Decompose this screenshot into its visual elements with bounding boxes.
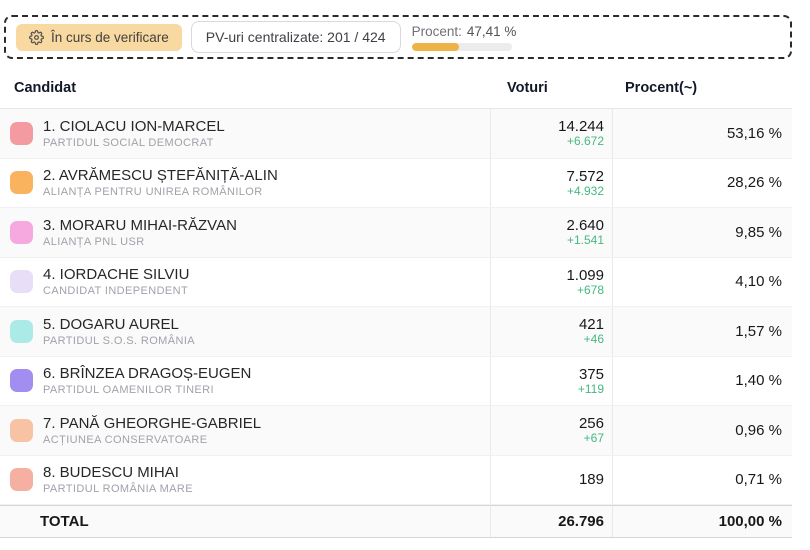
candidate-color-swatch [10, 320, 33, 343]
column-header-procent: Procent(~) [625, 80, 698, 96]
votes-value: 2.640 [566, 217, 604, 235]
votes-value: 189 [578, 471, 604, 489]
results-page [0, 15, 810, 550]
candidate-party: PARTIDUL S.O.S. ROMÂNIA [43, 334, 196, 347]
votes-value: 375 [578, 365, 604, 383]
gear-icon [29, 30, 44, 45]
candidate-color-swatch [10, 221, 33, 244]
candidate-party: ALIANȚA PENTRU UNIREA ROMÂNILOR [43, 186, 263, 199]
column-header-voturi: Voturi [507, 80, 548, 96]
candidate-party: PARTIDUL ROMÂNIA MARE [43, 483, 193, 496]
progress-value: 47,41 % [466, 23, 517, 39]
progress-section [412, 24, 517, 51]
progress-label-row [412, 24, 517, 39]
candidate-party: PARTIDUL OAMENILOR TINERI [43, 384, 214, 397]
candidate-name: 3. MORARU MIHAI-RĂZVAN [43, 216, 237, 234]
table-row [0, 357, 792, 407]
status-badge [16, 24, 182, 51]
table-row [0, 208, 792, 258]
pv-centralized-box [191, 21, 401, 53]
column-header-candidat: Candidat [14, 80, 77, 96]
table-row [0, 456, 792, 506]
percent-value: 0,71 % [735, 471, 782, 489]
candidate-name: 6. BRÎNZEA DRAGOȘ-EUGEN [43, 365, 252, 383]
candidate-party: ACȚIUNEA CONSERVATOARE [43, 433, 208, 446]
results-table [0, 68, 792, 538]
table-header-row [0, 68, 792, 109]
candidate-party: CANDIDAT INDEPENDENT [43, 285, 189, 298]
candidate-party: PARTIDUL SOCIAL DEMOCRAT [43, 136, 214, 149]
percent-value: 0,96 % [735, 421, 782, 439]
total-votes-value: 26.796 [558, 513, 604, 530]
candidate-name: 4. IORDACHE SILVIU [43, 266, 190, 284]
votes-value: 256 [578, 415, 604, 433]
percent-value: 28,26 % [726, 174, 782, 192]
candidate-color-swatch [10, 171, 33, 194]
candidate-color-swatch [10, 369, 33, 392]
table-body [0, 109, 792, 505]
candidate-color-swatch [10, 419, 33, 442]
progress-label: Procent: [411, 23, 462, 39]
pv-centralized-label: PV-uri centralizate: 201 / 424 [205, 29, 386, 45]
table-row [0, 109, 792, 159]
candidate-color-swatch [10, 270, 33, 293]
total-row [0, 505, 792, 538]
votes-value: 14.244 [558, 118, 604, 136]
votes-value: 7.572 [566, 167, 604, 185]
candidate-name: 8. BUDESCU MIHAI [43, 464, 179, 482]
table-row [0, 307, 792, 357]
progress-bar-fill [412, 43, 459, 51]
percent-value: 1,57 % [735, 322, 782, 340]
candidate-name: 1. CIOLACU ION-MARCEL [43, 117, 225, 135]
total-label: TOTAL [40, 513, 89, 530]
votes-delta: +67 [583, 431, 604, 446]
candidate-color-swatch [10, 122, 33, 145]
votes-delta: +46 [583, 332, 604, 347]
votes-value: 1.099 [566, 266, 604, 284]
candidate-color-swatch [10, 468, 33, 491]
table-row [0, 258, 792, 308]
votes-delta: +678 [576, 282, 604, 297]
table-row [0, 159, 792, 209]
votes-delta: +119 [577, 381, 604, 396]
candidate-party: ALIANȚA PNL USR [43, 235, 145, 248]
percent-value: 1,40 % [735, 372, 782, 390]
table-row [0, 406, 792, 456]
votes-delta: +1.541 [566, 233, 604, 248]
percent-value: 53,16 % [726, 124, 782, 142]
progress-bar [412, 43, 512, 51]
votes-delta: +4.932 [566, 183, 604, 198]
verification-status-bar [4, 15, 792, 59]
votes-value: 421 [578, 316, 604, 334]
candidate-name: 2. AVRĂMESCU ȘTEFĂNIȚĂ-ALIN [43, 167, 278, 185]
candidate-name: 5. DOGARU AUREL [43, 315, 179, 333]
status-badge-label: În curs de verificare [51, 29, 169, 45]
candidate-name: 7. PANĂ GHEORGHE-GABRIEL [43, 414, 262, 432]
percent-value: 9,85 % [735, 223, 782, 241]
percent-value: 4,10 % [735, 273, 782, 291]
total-percent-value: 100,00 % [718, 513, 782, 530]
votes-delta: +6.672 [566, 134, 604, 149]
